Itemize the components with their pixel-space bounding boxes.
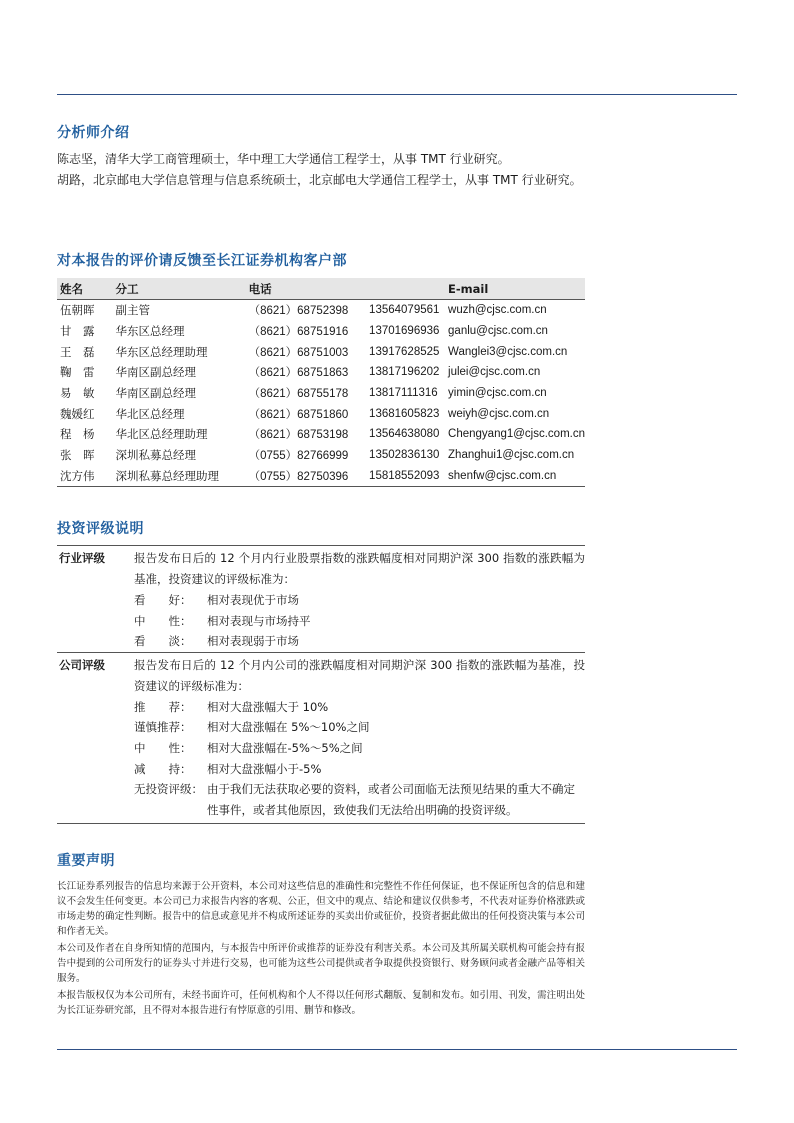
contact-email: julei@cjsc.com.cn (448, 366, 541, 379)
analyst-line: 胡路，北京邮电大学信息管理与信息系统硕士，北京邮电大学通信工程学士，从事 TMT 行业研究。 (57, 173, 582, 187)
contact-division: 深圳私募总经理 (115, 448, 196, 463)
contact-mobile: 13502836130 (369, 449, 440, 462)
contact-name: 程 杨 (60, 427, 95, 442)
rating-term: 减 持： (134, 761, 192, 776)
bottom-rule (57, 1049, 737, 1050)
rating-meaning: 由于我们无法获取必要的资料，或者公司面临无法预见结果的重大不确定性事件，或者其他原因，致使我们无法给出明确的投资评级。 (207, 782, 575, 817)
industry-rating-label: 行业评级 (59, 551, 105, 565)
rating-term: 中 性： (134, 613, 192, 628)
contact-email: Chengyang1@cjsc.com.cn (448, 428, 585, 441)
contact-email: Zhanghui1@cjsc.com.cn (448, 449, 575, 462)
contact-name: 甘 露 (60, 324, 95, 339)
contact-division: 华北区总经理助理 (115, 427, 208, 442)
rating-meaning: 相对大盘涨幅在 5%～10%之间 (207, 720, 370, 735)
company-rating-desc: 报告发布日后的 12 个月内公司的涨跌幅度相对同期沪深 300 指数的涨跌幅为基准，投资建议的评级标准为： (134, 657, 585, 693)
header-mobile (369, 278, 448, 300)
contact-phone: （8621）68751916 (248, 326, 349, 339)
disclaimer-paragraph: 本公司及作者在自身所知情的范围内，与本报告中所评价或推荐的证券没有利害关系。本公司及其所属关联机构可能会持有报告中提到的公司所发行的证券头寸并进行交易，也可能为这些公司提供或者争取提供投资银行、财务顾问或者金融产品等相关服务。 (57, 943, 585, 984)
table-row (57, 383, 585, 404)
contact-mobile: 13817111316 (369, 387, 438, 400)
contact-phone: （8621）68755178 (248, 388, 349, 401)
contact-name: 鞠 雷 (60, 365, 95, 380)
ratings-section-title: 投资评级说明 (57, 521, 144, 537)
contact-name: 易 敏 (60, 386, 95, 401)
rating-item (134, 717, 585, 738)
contact-phone: （8621）68751860 (248, 408, 349, 421)
table-row (57, 403, 585, 424)
rating-item (134, 631, 585, 652)
contact-phone: （8621）68752398 (248, 305, 349, 318)
contact-email: ganlu@cjsc.com.cn (448, 325, 548, 338)
contact-phone: （0755）82766999 (248, 450, 349, 463)
analyst-line: 陈志坚，清华大学工商管理硕士，华中理工大学通信工程学士，从事 TMT 行业研究。 (57, 152, 510, 166)
contact-mobile: 13564638080 (369, 428, 440, 441)
contact-name: 伍朝晖 (60, 303, 95, 318)
disclaimer-section-title: 重要声明 (57, 853, 115, 869)
company-rating-label: 公司评级 (59, 657, 105, 672)
contact-email: wuzh@cjsc.com.cn (448, 304, 547, 317)
disclaimer-paragraph: 本报告版权仅为本公司所有，未经书面许可，任何机构和个人不得以任何形式翻版、复制和发布。如引用、刊发，需注明出处为长江证券研究部，且不得对本报告进行有悖原意的引用、删节和修改。 (57, 990, 585, 1016)
contact-email: shenfw@cjsc.com.cn (448, 466, 585, 487)
rating-item (134, 611, 585, 632)
rating-meaning: 相对大盘涨幅大于 10% (207, 699, 329, 714)
table-row (57, 445, 585, 466)
contact-email: Wanglei3@cjsc.com.cn (448, 345, 568, 358)
contact-phone: （8621）68751863 (248, 367, 349, 380)
rating-term: 谨慎推荐： (134, 720, 192, 735)
rating-term: 看 好： (134, 593, 192, 607)
rating-meaning: 相对表现弱于市场 (207, 634, 299, 649)
contact-division: 华北区总经理 (115, 406, 185, 421)
contact-phone: （8621）68753198 (248, 429, 349, 442)
company-rating (57, 652, 585, 825)
rating-meaning: 相对大盘涨幅小于-5% (207, 761, 322, 776)
header-name: 姓名 (57, 278, 115, 300)
ratings-block (57, 545, 585, 824)
rating-item (134, 697, 585, 718)
contact-mobile: 13681605823 (369, 407, 440, 420)
contact-mobile: 13701696936 (369, 325, 440, 338)
contact-division: 华南区副总经理 (115, 365, 196, 380)
contact-phone: （8621）68751003 (248, 346, 349, 359)
analyst-section-title: 分析师介绍 (57, 125, 130, 141)
table-row (57, 424, 585, 445)
rating-meaning: 相对大盘涨幅在-5%～5%之间 (207, 740, 363, 755)
disclaimer-text (57, 879, 585, 1020)
analyst-intro (57, 149, 587, 191)
contacts-header-row (57, 278, 585, 300)
contact-division: 华东区总经理 (115, 324, 185, 339)
rating-term: 推 荐： (134, 699, 192, 714)
contact-name: 魏媛红 (60, 406, 95, 421)
industry-rating-desc: 报告发布日后的 12 个月内行业股票指数的涨跌幅度相对同期沪深 300 指数的涨跌幅为基准，投资建议的评级标准为： (134, 551, 585, 586)
contact-division: 华南区副总经理 (115, 386, 196, 401)
contact-name: 张 晖 (60, 448, 95, 463)
contact-mobile: 13917628525 (369, 345, 440, 358)
header-phone: 电话 (243, 278, 369, 300)
header-division: 分工 (115, 278, 242, 300)
rating-term: 中 性： (134, 740, 192, 755)
contact-mobile: 13564079561 (369, 304, 440, 317)
contact-phone: （0755）82750396 (243, 466, 369, 487)
table-row (57, 321, 585, 342)
table-row (57, 466, 585, 487)
contact-division: 深圳私募总经理助理 (115, 466, 242, 487)
contact-email: yimin@cjsc.com.cn (448, 387, 547, 400)
rating-term: 看 淡： (134, 634, 192, 649)
rating-meaning: 相对表现优于市场 (207, 593, 299, 607)
contact-email: weiyh@cjsc.com.cn (448, 407, 550, 420)
rating-item (134, 590, 585, 611)
rating-term: 无投资评级： (134, 782, 203, 797)
top-rule (57, 94, 737, 95)
contact-mobile: 15818552093 (369, 466, 448, 487)
table-row (57, 341, 585, 362)
contact-mobile: 13817196202 (369, 366, 440, 379)
industry-rating (57, 545, 585, 652)
rating-item (134, 738, 585, 759)
contacts-section-title: 对本报告的评价请反馈至长江证券机构客户部 (57, 253, 347, 269)
contact-name: 王 磊 (60, 344, 95, 359)
rating-item (134, 759, 585, 780)
rating-item (134, 779, 585, 820)
header-email: E-mail (448, 278, 585, 300)
contact-division: 华东区总经理助理 (115, 344, 208, 359)
contacts-table (57, 278, 585, 487)
disclaimer-paragraph: 长江证券系列报告的信息均来源于公开资料，本公司对这些信息的准确性和完整性不作任何保证，也不保证所包含的信息和建议不会发生任何变更。本公司已力求报告内容的客观、公正，但文中的观点、结论和建议仅供参考，不代表对证券价格涨跌或市场走势的确定性判断。报告中的信息或意见并不构成所述证券的买卖出价或征价，投资者据此做出的任何投资决策与本公司和作者无关。 (57, 881, 585, 937)
rating-meaning: 相对表现与市场持平 (207, 613, 311, 628)
contact-division: 副主管 (115, 303, 150, 318)
table-row (57, 362, 585, 383)
contact-name: 沈方伟 (57, 466, 115, 487)
table-row (57, 300, 585, 321)
